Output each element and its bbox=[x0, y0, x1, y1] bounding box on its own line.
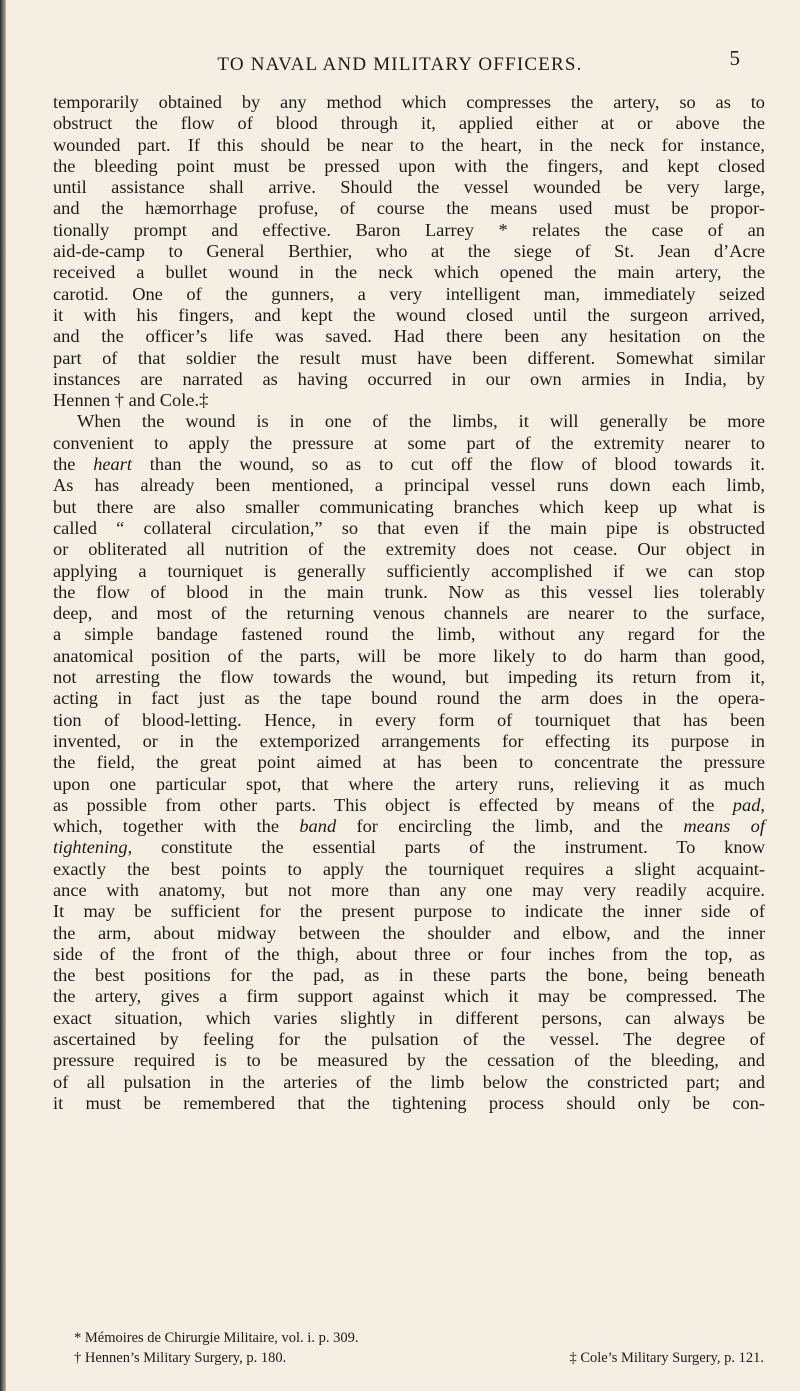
footnote-dagger: † Hennen’s Military Surgery, p. 180. bbox=[74, 1350, 287, 1366]
text-line: obstruct the flow of blood through it, applied either at or above the bbox=[53, 113, 765, 134]
text-line: convenient to apply the pressure at some part of the extremity nearer to bbox=[53, 432, 765, 453]
text-line: ance with anatomy, but not more than any one may very readily acquire. bbox=[53, 879, 765, 900]
text-line: invented, or in the extemporized arrangements for effecting its purpose in bbox=[53, 730, 765, 751]
text-line: wounded part. If this should be near to the heart, in the neck for instance, bbox=[53, 134, 765, 155]
text-line: the arm, about midway between the shoulder and elbow, and the inner bbox=[53, 922, 765, 943]
text-line: anatomical position of the parts, will be more likely to do harm than good, bbox=[53, 645, 765, 666]
text-line: the bleeding point must be pressed upon with the fingers, and kept closed bbox=[53, 155, 765, 176]
text-line: pressure required is to be measured by the cessation of the bleeding, and bbox=[53, 1050, 765, 1071]
text-line: a simple bandage fastened round the limb, without any regard for the bbox=[53, 624, 765, 645]
text-line: and the officer’s life was saved. Had there been any hesitation on the bbox=[53, 326, 765, 347]
text-line: temporarily obtained by any method which compresses the artery, so as to bbox=[53, 92, 765, 112]
text-line: it with his fingers, and kept the wound closed until the surgeon arrived, bbox=[53, 304, 765, 325]
text-line: ascertained by feeling for the pulsation of the vessel. The degree of bbox=[53, 1029, 765, 1050]
text-line: and the hæmorrhage profuse, of course the means used must be propor- bbox=[53, 198, 765, 219]
text-line: exact situation, which varies slightly in different persons, can always be bbox=[53, 1007, 765, 1028]
text-line: acting in fact just as the tape bound round the arm does in the opera- bbox=[53, 688, 765, 709]
text-line: applying a tourniquet is generally sufficiently accomplished if we can stop bbox=[53, 560, 765, 581]
text-line: of all pulsation in the arteries of the limb below the constricted part; and bbox=[53, 1071, 765, 1092]
text-line: the field, the great point aimed at has been to concentrate the pressure bbox=[53, 752, 765, 773]
text-line: the heart than the wound, so as to cut off the flow of blood towards it. bbox=[53, 454, 765, 475]
page-binding-edge bbox=[0, 0, 6, 1391]
text-line: received a bullet wound in the neck which opened the main artery, the bbox=[53, 262, 765, 283]
text-line: tightening, constitute the essential parts of the instrument. To know bbox=[53, 837, 765, 858]
text-line: As has already been mentioned, a principal vessel runs down each limb, bbox=[53, 475, 765, 496]
text-line: which, together with the band for encircling the limb, and the means of bbox=[53, 816, 765, 837]
text-line: part of that soldier the result must have been different. Somewhat similar bbox=[53, 347, 765, 368]
text-line: until assistance shall arrive. Should the vessel wounded be very large, bbox=[53, 177, 765, 198]
text-line: deep, and most of the returning venous channels are nearer to the surface, bbox=[53, 603, 765, 624]
text-line: Hennen † and Cole.‡ bbox=[53, 390, 209, 411]
text-line: tionally prompt and effective. Baron Larrey * relates the case of an bbox=[53, 219, 765, 240]
page-number: 5 bbox=[729, 46, 740, 70]
text-line: side of the front of the thigh, about three or four inches from the top, as bbox=[53, 943, 765, 964]
text-line: as possible from other parts. This object is effected by means of the pad, bbox=[53, 794, 765, 815]
text-line: It may be sufficient for the present purpose to indicate the inner side of bbox=[53, 901, 765, 922]
footnote-double-dagger: ‡ Cole’s Military Surgery, p. 121. bbox=[569, 1350, 764, 1366]
footnote-star: * Mémoires de Chirurgie Militaire, vol. i. p. 309. bbox=[74, 1330, 359, 1346]
body-text bbox=[53, 92, 765, 1114]
text-line: the flow of blood in the main trunk. Now as this vessel lies tolerably bbox=[53, 581, 765, 602]
text-line: aid-de-camp to General Berthier, who at the siege of St. Jean d’Acre bbox=[53, 241, 765, 262]
text-line: instances are narrated as having occurred in our own armies in India, by bbox=[53, 368, 765, 389]
text-line: called “ collateral circulation,” so that even if the main pipe is obstructed bbox=[53, 517, 765, 538]
text-line: or obliterated all nutrition of the extremity does not cease. Our object in bbox=[53, 539, 765, 560]
text-line: not arresting the flow towards the wound, but impeding its return from it, bbox=[53, 667, 765, 688]
text-line: upon one particular spot, that where the artery runs, relieving it as much bbox=[53, 773, 765, 794]
text-line: tion of blood-letting. Hence, in every form of tourniquet that has been bbox=[53, 709, 765, 730]
text-line: the artery, gives a firm support against which it may be compressed. The bbox=[53, 986, 765, 1007]
text-line: When the wound is in one of the limbs, it will generally be more bbox=[77, 411, 765, 432]
text-line: exactly the best points to apply the tourniquet requires a slight acquaint- bbox=[53, 858, 765, 879]
text-line: the best positions for the pad, as in these parts the bone, being beneath bbox=[53, 965, 765, 986]
text-line: it must be remembered that the tightening process should only be con- bbox=[53, 1092, 765, 1113]
footnotes bbox=[74, 1328, 764, 1368]
footnote-row bbox=[74, 1348, 764, 1368]
text-line: carotid. One of the gunners, a very intelligent man, immediately seized bbox=[53, 283, 765, 304]
running-title: TO NAVAL AND MILITARY OFFICERS. bbox=[217, 54, 583, 75]
running-head bbox=[60, 46, 740, 80]
text-line: but there are also smaller communicating branches which keep up what is bbox=[53, 496, 765, 517]
